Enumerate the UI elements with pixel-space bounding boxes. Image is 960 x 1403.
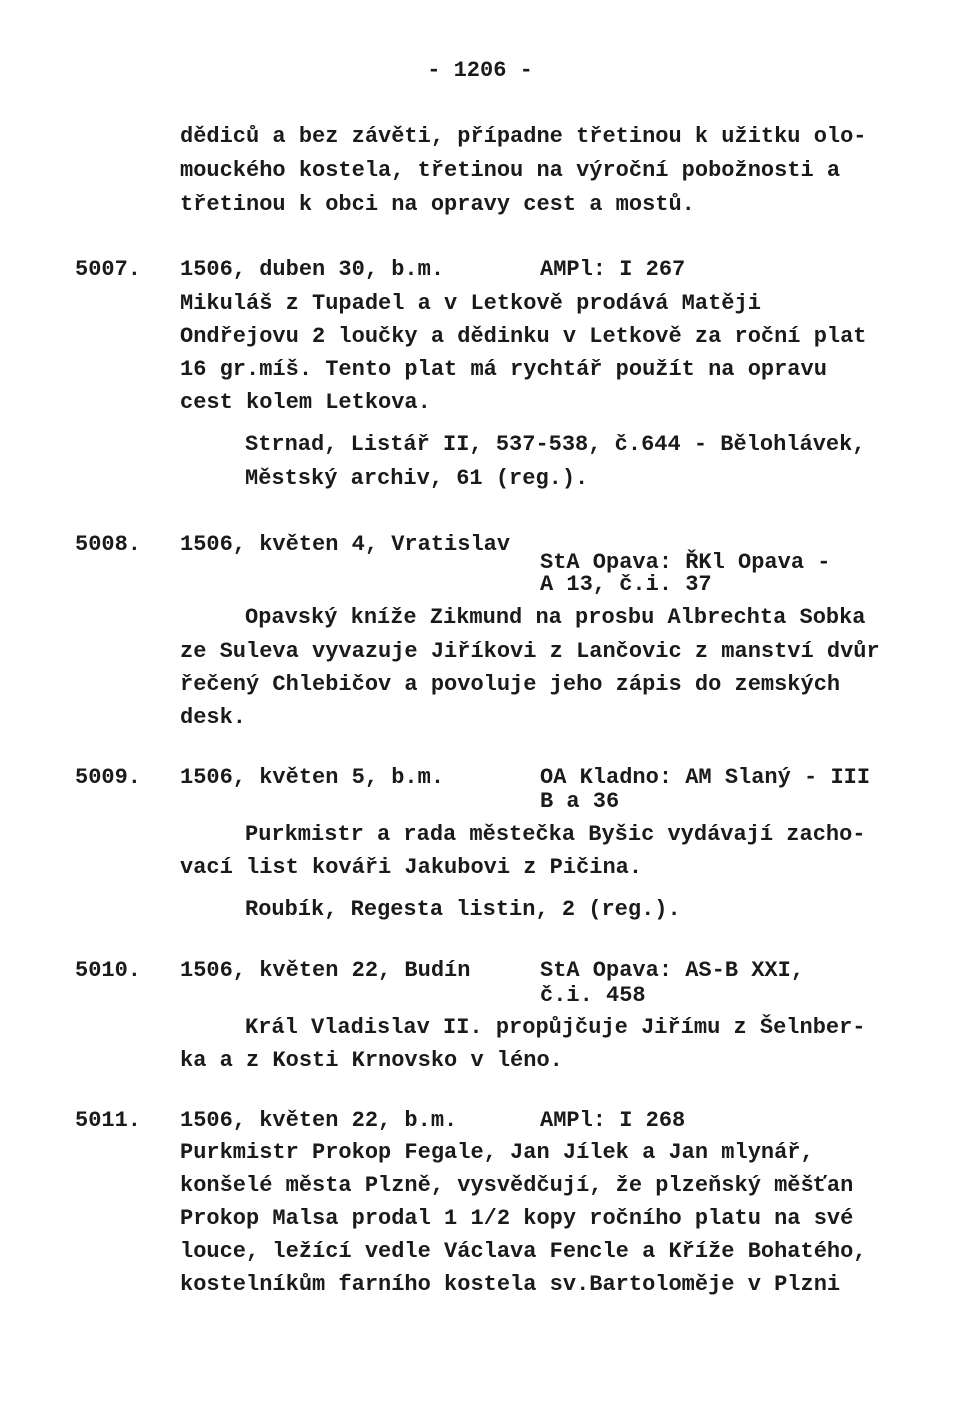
entry-text-line: Purkmistr a rada městečka Byšic vydávají zacho- [245,822,866,847]
entry-number: 5010. [75,958,142,983]
entry-archive: StA Opava: ŘKl Opava - [540,550,831,575]
entry-text-line: Purkmistr Prokop Fegale, Jan Jílek a Jan mlynář, [180,1140,814,1165]
entry-archive: č.i. 458 [540,983,646,1008]
entry-archive: AMPl: I 267 [540,257,686,282]
entry-text-line: Ondřejovu 2 loučky a dědinku v Letkově za roční plat [180,324,867,349]
entry-archive: AMPl: I 268 [540,1108,686,1133]
entry-text-line: konšelé města Plzně, vysvědčují, že plzeňský měšťan [180,1173,854,1198]
entry-literature-line: Strnad, Listář II, 537-538, č.644 - Bělohlávek, [245,432,866,457]
entry-text-line: ka a z Kosti Krnovsko v léno. [180,1048,563,1073]
intro-line: dědiců a bez závěti, případne třetinou k užitku olo- [180,124,867,149]
entry-number: 5009. [75,765,142,790]
page-number: - 1206 - [427,58,533,83]
entry-date: 1506, květen 22, b.m. [180,1108,458,1133]
entry-literature-line: Roubík, Regesta listin, 2 (reg.). [245,897,681,922]
entry-date: 1506, květen 4, Vratislav [180,532,511,557]
entry-text-line: vací list kováři Jakubovi z Pičina. [180,855,643,880]
entry-number: 5011. [75,1108,142,1133]
entry-text-line: Prokop Malsa prodal 1 1/2 kopy ročního platu na své [180,1206,854,1231]
entry-archive: A 13, č.i. 37 [540,572,712,597]
entry-archive: StA Opava: AS-B XXI, [540,958,805,983]
entry-text-line: cest kolem Letkova. [180,390,431,415]
entry-text-line: louce, ležící vedle Václava Fencle a Kříže Bohatého, [180,1239,867,1264]
entry-number: 5007. [75,257,142,282]
entry-text-line: desk. [180,705,247,730]
entry-literature-line: Městský archiv, 61 (reg.). [245,466,589,491]
entry-text-line: Král Vladislav II. propůjčuje Jiřímu z Šelnber- [245,1015,866,1040]
entry-date: 1506, květen 5, b.m. [180,765,445,790]
intro-line: třetinou k obci na opravy cest a mostů. [180,192,695,217]
entry-text-line: 16 gr.míš. Tento plat má rychtář použít na opravu [180,357,827,382]
entry-archive: OA Kladno: AM Slaný - III [540,765,871,790]
entry-text-line: kostelníkům farního kostela sv.Bartoloměje v Plzni [180,1272,841,1297]
entry-date: 1506, květen 22, Budín [180,958,471,983]
entry-text-line: Opavský kníže Zikmund na prosbu Albrechta Sobka [245,605,866,630]
entry-text-line: řečený Chlebičov a povoluje jeho zápis do zemských [180,672,841,697]
entry-archive: B a 36 [540,789,620,814]
entry-text-line: ze Suleva vyvazuje Jiříkovi z Lančovic z manství dvůr [180,639,880,664]
intro-line: mouckého kostela, třetinou na výroční pobožnosti a [180,158,841,183]
entry-text-line: Mikuláš z Tupadel a v Letkově prodává Matěji [180,291,761,316]
entry-date: 1506, duben 30, b.m. [180,257,445,282]
entry-number: 5008. [75,532,142,557]
